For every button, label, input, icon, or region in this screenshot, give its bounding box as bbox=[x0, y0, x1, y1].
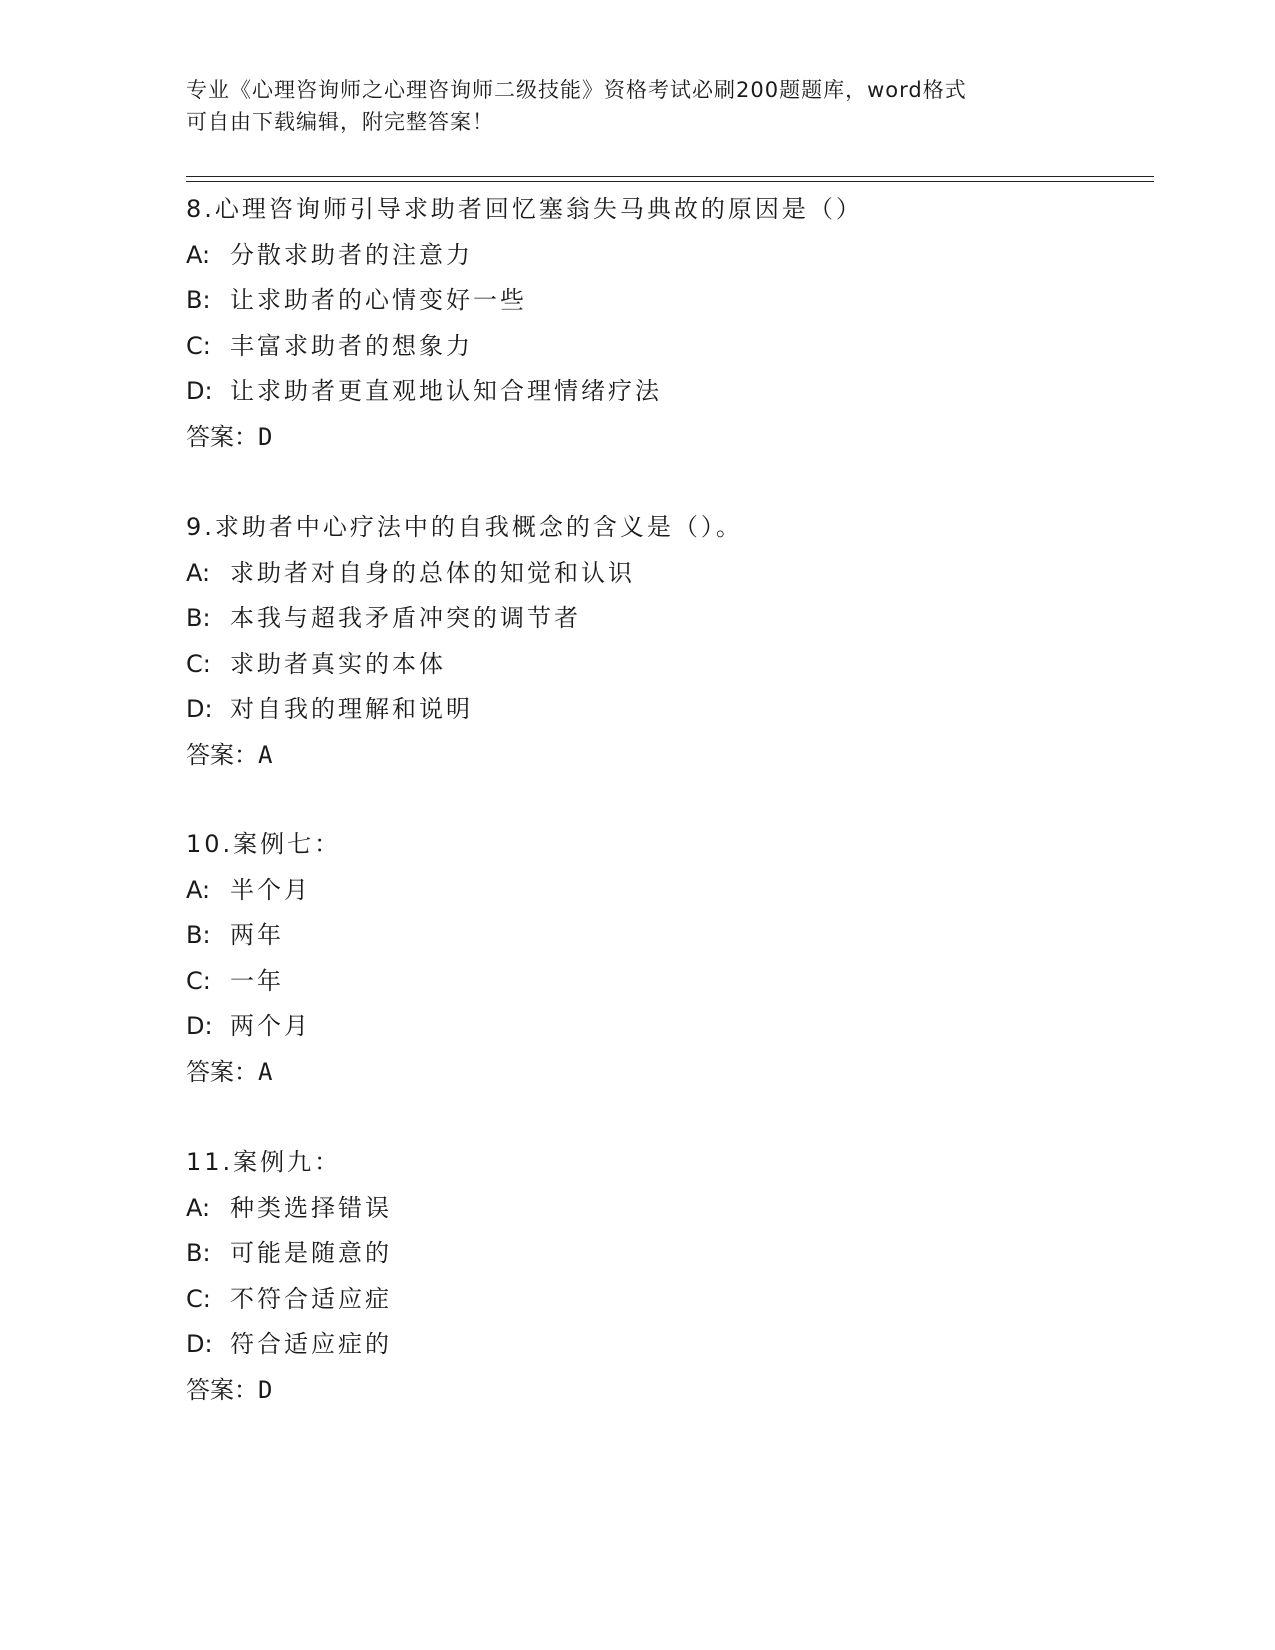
option-text: 符合适应症的 bbox=[230, 1330, 392, 1358]
question-title: 8.心理咨询师引导求助者回忆塞翁失马典故的原因是（） bbox=[186, 195, 863, 223]
header-line-2: 可自由下载编辑，附完整答案！ bbox=[186, 110, 494, 134]
option-text: 求助者真实的本体 bbox=[230, 649, 446, 678]
option-text: 丰富求助者的想象力 bbox=[230, 331, 473, 360]
option-text: 求助者对自身的总体的知觉和认识 bbox=[230, 558, 635, 587]
option-key: A: bbox=[186, 240, 211, 269]
option-d bbox=[186, 687, 1166, 733]
question-block bbox=[186, 505, 1166, 778]
option-text: 种类选择错误 bbox=[230, 1193, 392, 1222]
option-text: 分散求助者的注意力 bbox=[230, 240, 473, 269]
answer-label: 答案：A bbox=[186, 1057, 273, 1086]
option-b bbox=[186, 1231, 1166, 1277]
option-key: A: bbox=[186, 1193, 211, 1222]
question-block bbox=[186, 822, 1166, 1095]
option-text: 半个月 bbox=[230, 875, 311, 904]
option-key: B: bbox=[186, 921, 211, 949]
header-divider-top bbox=[186, 176, 1154, 177]
option-a bbox=[186, 1186, 1166, 1232]
answer-label: 答案：A bbox=[186, 740, 273, 769]
option-key: B: bbox=[186, 1239, 211, 1267]
option-b bbox=[186, 278, 1166, 324]
option-d bbox=[186, 1322, 1166, 1368]
answer-label: 答案：D bbox=[186, 1375, 273, 1404]
option-key: C: bbox=[186, 966, 211, 995]
question-block bbox=[186, 1140, 1166, 1413]
option-text: 两年 bbox=[230, 921, 284, 949]
option-text: 本我与超我矛盾冲突的调节者 bbox=[230, 604, 581, 632]
option-c bbox=[186, 324, 1166, 370]
option-text: 可能是随意的 bbox=[230, 1239, 392, 1267]
header-line-1: 专业《心理咨询师之心理咨询师二级技能》资格考试必刷200题题库，word格式 bbox=[186, 78, 967, 102]
question-title: 11.案例九： bbox=[186, 1148, 342, 1176]
option-c bbox=[186, 642, 1166, 688]
option-a bbox=[186, 551, 1166, 597]
option-a bbox=[186, 868, 1166, 914]
option-key: C: bbox=[186, 649, 211, 678]
option-text: 对自我的理解和说明 bbox=[230, 695, 473, 723]
option-key: D: bbox=[186, 695, 213, 723]
option-text: 让求助者更直观地认知合理情绪疗法 bbox=[230, 377, 662, 405]
option-key: B: bbox=[186, 604, 211, 632]
option-key: D: bbox=[186, 1012, 213, 1040]
option-b bbox=[186, 913, 1166, 959]
option-key: A: bbox=[186, 558, 211, 587]
option-key: B: bbox=[186, 286, 211, 314]
header-divider-bottom bbox=[186, 181, 1154, 182]
option-text: 不符合适应症 bbox=[230, 1284, 392, 1313]
question-block bbox=[186, 187, 1166, 460]
question-title: 10.案例七： bbox=[186, 830, 342, 858]
answer-label: 答案：D bbox=[186, 422, 273, 451]
question-title: 9.求助者中心疗法中的自我概念的含义是（）。 bbox=[186, 513, 743, 541]
option-c bbox=[186, 959, 1166, 1005]
document-header bbox=[186, 74, 1086, 138]
option-d bbox=[186, 1004, 1166, 1050]
option-text: 两个月 bbox=[230, 1012, 311, 1040]
option-key: C: bbox=[186, 331, 211, 360]
option-key: D: bbox=[186, 1330, 213, 1358]
option-text: 让求助者的心情变好一些 bbox=[230, 286, 527, 314]
option-c bbox=[186, 1277, 1166, 1323]
option-a bbox=[186, 233, 1166, 279]
option-key: C: bbox=[186, 1284, 211, 1313]
option-b bbox=[186, 596, 1166, 642]
option-text: 一年 bbox=[230, 966, 284, 995]
option-key: D: bbox=[186, 377, 213, 405]
option-key: A: bbox=[186, 875, 211, 904]
option-d bbox=[186, 369, 1166, 415]
